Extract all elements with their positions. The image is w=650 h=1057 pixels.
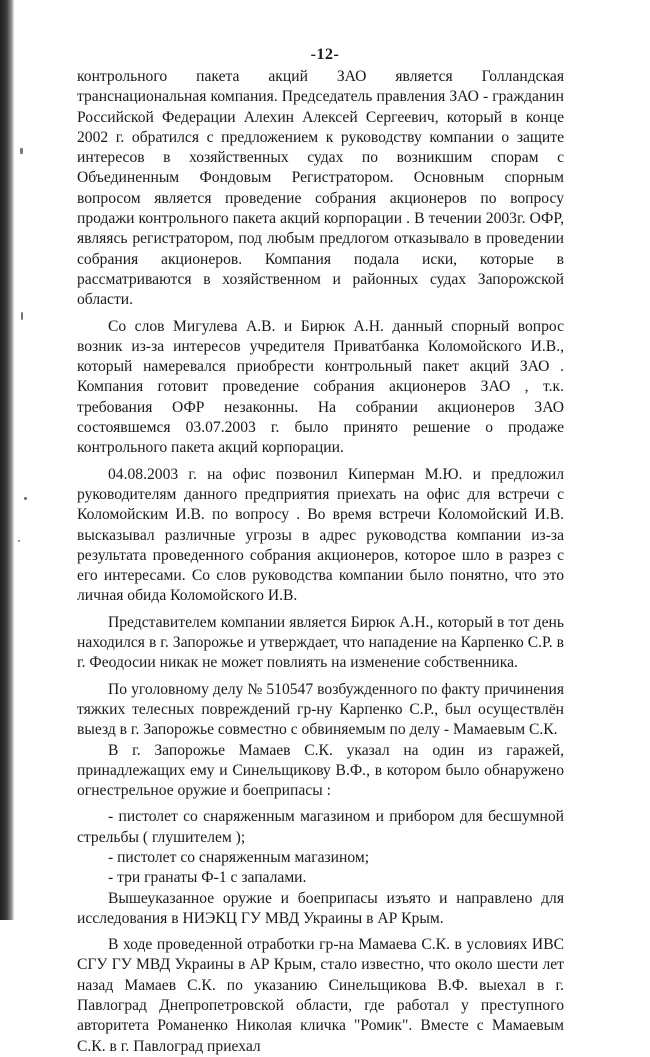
scan-speck [18,540,20,542]
scan-binding-edge [0,0,14,920]
page-number: -12- [310,46,340,63]
paragraph-company-ownership: контрольного пакета акций ЗАО является Голландская транснациональная компания. Председатель правления ЗАО - гражданин Российской Федерации Алехин Алексей Сергеевич, который в конце 2002 г. обратился с предложением к руководству компании о защите интересов в хозяйственных судах по возникшим спорам с Объединенным Фондовым Регистратором. Основным спорным вопросом является проведение собрания акционеров по вопросу продажи контрольного пакета акций корпорации . В течении 2003г. ОФР, являясь регистратором, под любым предлогом отказывало в проведении собрания акционеров. Компания подала иски, которые в рассматриваются в хозяйственном и районных судах Запорожской области. [77,68,564,309]
paragraph-investigation: В ходе проведенной отработки гр-на Мамаева С.К. в условиях ИВС СГУ ГУ МВД Украины в АР Крым, стало известно, что около шести лет назад Мамаев С.К. по указанию Синельщикова В.Ф. выехал в г. Павлоград Днепропетровской области, где работал у преступного авторитета Романенко Николая кличка "Ромик". Вместе с Мамаевым С.К. в г. Павлоград приехал [77,936,564,1055]
paragraph-meeting-threats: 04.08.2003 г. на офис позвонил Киперман М.Ю. и предложил руководителям данного предприятия приехать на офис для встречи с Коломойским И.В. по вопросу . Во время встречи Коломойский И.В. высказывал различные угрозы в адрес руководства компании из-за результата проведенного собрания акционеров, которое шло в разрез с его интересами. Со слов руководства компании было понятно, что это личная обида Коломойского И.В. [77,465,564,605]
paragraph-weapons-seized: Вышеуказанное оружие и боеприпасы изъято и направлено для исследования в НИЭКЦ ГУ МВД Украины в АР Крым. [77,889,564,927]
scan-speck [21,312,23,320]
paragraph-garage-search: В г. Запорожье Мамаев С.К. указал на один из гаражей, принадлежащих ему и Синельщикову В.Ф., в котором было обнаружено огнестрельное оружие и боеприпасы : [77,741,564,800]
paragraph-company-representative: Представителем компании является Бирюк А.Н., который в тот день находился в г. Запорожье и утверждает, что нападение на Карпенко С.Р. в г. Феодосии никак не может повлиять на изменение собственника. [77,613,564,672]
list-item-grenades: - три гранаты Ф-1 с запалами. [108,869,307,887]
list-item-pistol: - пистолет со снаряженным магазином; [108,848,370,866]
scan-speck [20,148,23,154]
list-item-pistol-silencer: - пистолет со снаряженным магазином и прибором для бесшумной стрельбы ( глушителем ); [77,808,564,846]
document-body [77,67,564,1057]
scan-speck [24,497,27,500]
paragraph-dispute-origin: Со слов Мигулева А.В. и Бирюк А.Н. данный спорный вопрос возник из-за интересов учредителя Приватбанка Коломойского И.В., который намеревался приобрести контрольный пакет акций ЗАО . Компания готовит проведение собрания акционеров ЗАО , т.к. требования ОФР незаконны. На собрании акционеров ЗАО состоявшемся 03.07.2003 г. было принято решение о продаже контрольного пакета акций корпорации. [77,317,564,457]
paragraph-criminal-case: По уголовному делу № 510547 возбужденного по факту причинения тяжких телесных повреждений гр-ну Карпенко С.Р., был осуществлён выезд в г. Запорожье совместно с обвиняемым по делу - Мамаевым С.К. [77,680,564,739]
